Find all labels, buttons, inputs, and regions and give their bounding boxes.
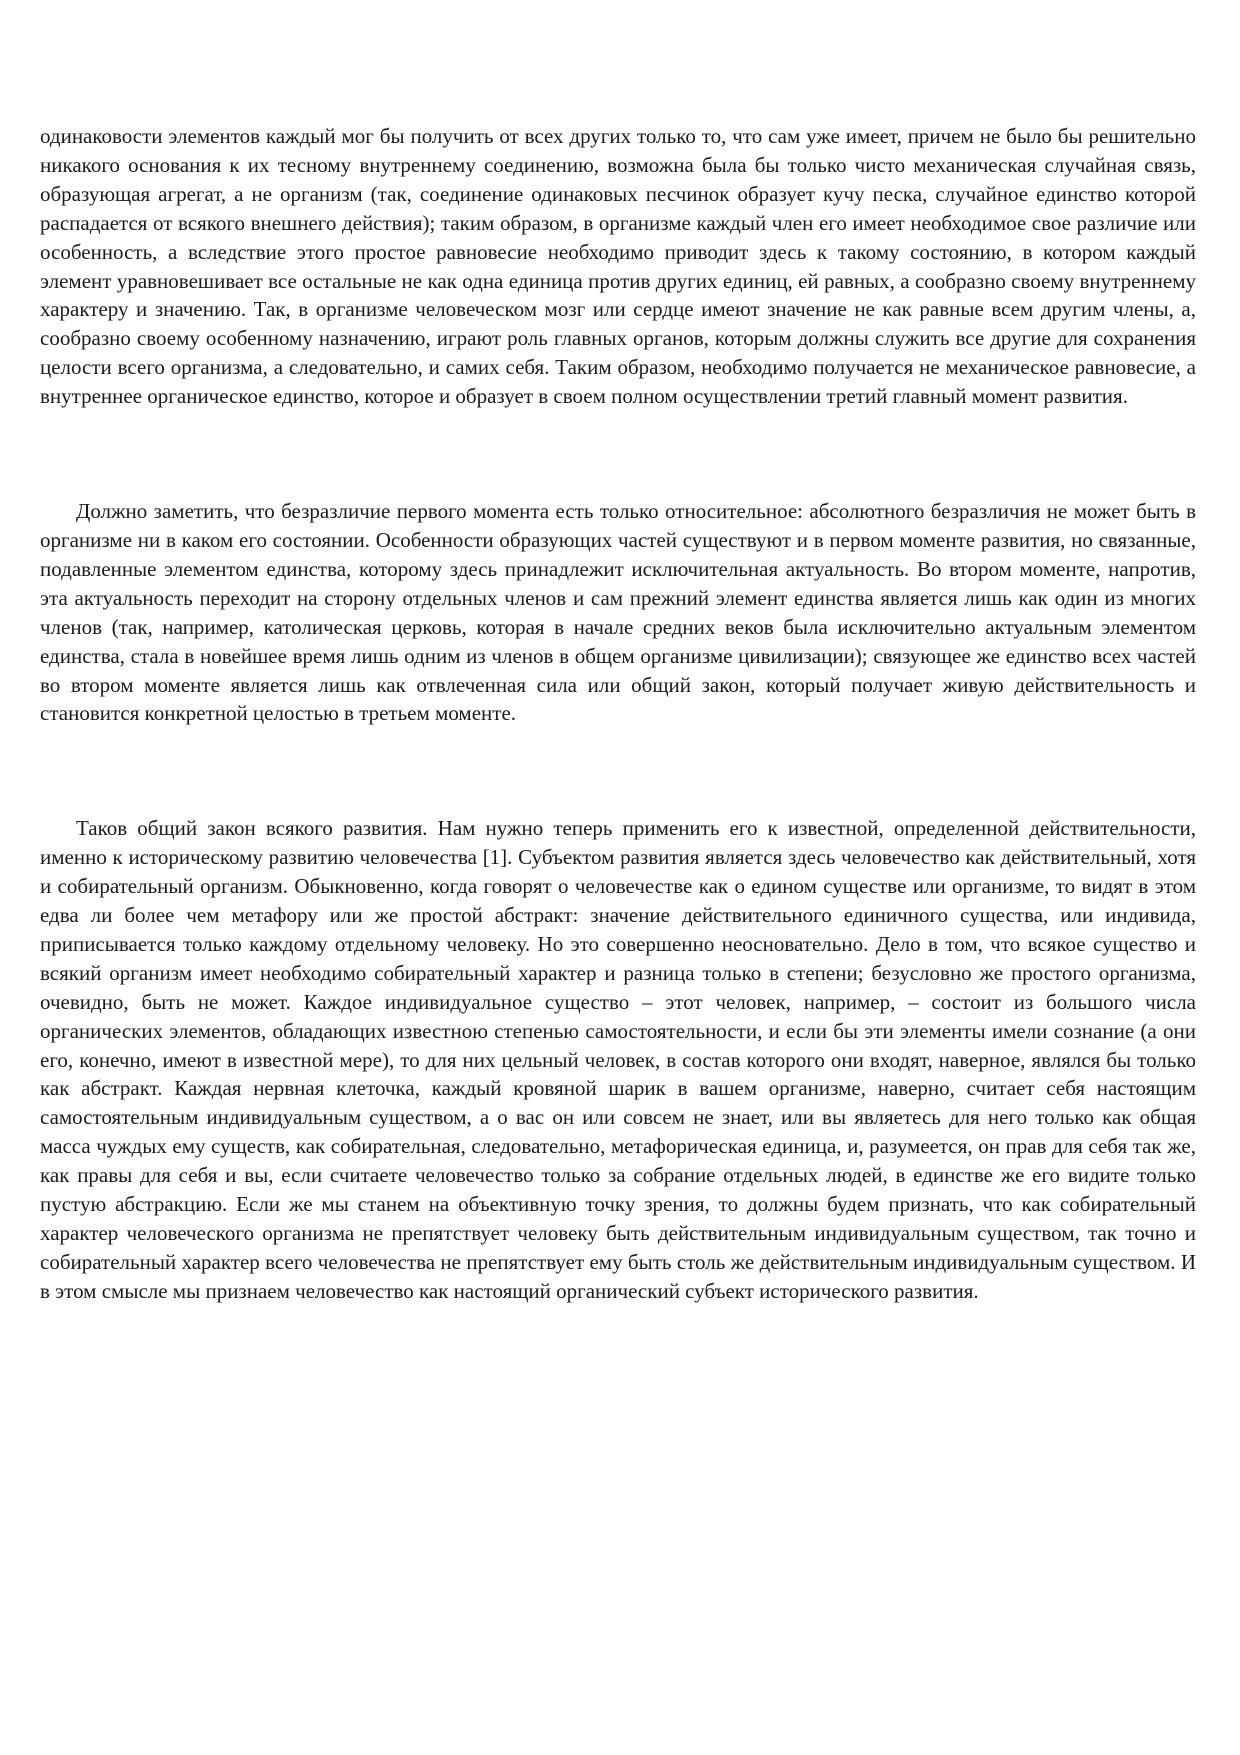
- paragraph-general-law: Таков общий закон всякого развития. Нам нужно теперь применить его к известной, определенной действительности, именно к историческому развитию человечества [1]. Субъектом развития является здесь человечество как действительный, хотя и собирательный организм. Обыкновенно, когда говорят о человечестве как о едином существе или организме, то видят в этом едва ли более чем метафору или же простой абстракт: значение действительного единичного существа, или индивида, приписывается только каждому отдельному человеку. Но это совершенно неосновательно. Дело в том, что всякое существо и всякий организм имеет необходимо собирательный характер и разница только в степени; безусловно же простого организма, очевидно, быть не может. Каждое индивидуальное существо – этот человек, например, – состоит из большого числа органических элементов, обладающих известною степенью самостоятельности, и если бы эти элементы имели сознание (а они его, конечно, имеют в известной мере), то для них цельный человек, в состав которого они входят, наверное, являлся бы только как абстракт. Каждая нервная клеточка, каждый кровяной шарик в вашем организме, наверно, считает себя настоящим самостоятельным индивидуальным существом, а о вас он или совсем не знает, или вы являетесь для него только как общая масса чуждых ему существ, как собирательная, следовательно, метафорическая единица, и, разумеется, он прав для себя так же, как правы для себя и вы, если считаете человечество только за собрание отдельных людей, в единстве же его видите только пустую абстракцию. Если же мы станем на объективную точку зрения, то должны будем признать, что как собирательный характер человеческого организма не препятствует человеку быть действительным индивидуальным существом, так точно и собирательный характер всего человечества не препятствует ему быть столь же действительным индивидуальным существом. И в этом смысле мы признаем человечество как настоящий органический субъект исторического развития.: [40, 816, 1196, 1303]
- paragraph-continuation: одинаковости элементов каждый мог бы получить от всех других только то, что сам уже имеет, причем не было бы решительно никакого основания к их тесному внутреннему соединению, возможна была бы только чисто механическая случайная связь, образующая агрегат, а не организм (так, соединение одинаковых песчинок образует кучу песка, случайное единство которой распадается от всякого внешнего действия); таким образом, в организме каждый член его имеет необходимое свое различие или особенность, а вследствие этого простое равновесие необходимо приводит здесь к такому состоянию, в котором каждый элемент уравновешивает все остальные не как одна единица против других единиц, ей равных, а сообразно своему внутреннему характеру и значению. Так, в организме человеческом мозг или сердце имеют значение не как равные всем другим члены, а, сообразно своему особенному назначению, играют роль главных органов, которым должны служить все другие для сохранения целости всего организма, а следовательно, и самих себя. Таким образом, необходимо получается не механическое равновесие, а внутреннее органическое единство, которое и образует в своем полном осуществлении третий главный момент развития.: [40, 124, 1196, 409]
- paragraph-relative-indifference: Должно заметить, что безразличие первого момента есть только относительное: абсолютного безразличия не может быть в организме ни в каком его состоянии. Особенности образующих частей существуют и в первом моменте развития, но связанные, подавленные элементом единства, которому здесь принадлежит исключительная актуальность. Во втором моменте, напротив, эта актуальность переходит на сторону отдельных членов и сам прежний элемент единства является лишь как один из многих членов (так, например, католическая церковь, которая в начале средних веков была исключительно актуальным элементом единства, стала в новейшее время лишь одним из членов в общем организме цивилизации); связующее же единство всех частей во втором моменте является лишь как отвлеченная сила или общий закон, который получает живую действительность и становится конкретной целостью в третьем моменте.: [40, 499, 1196, 726]
- document-page: [40, 122, 1196, 1306]
